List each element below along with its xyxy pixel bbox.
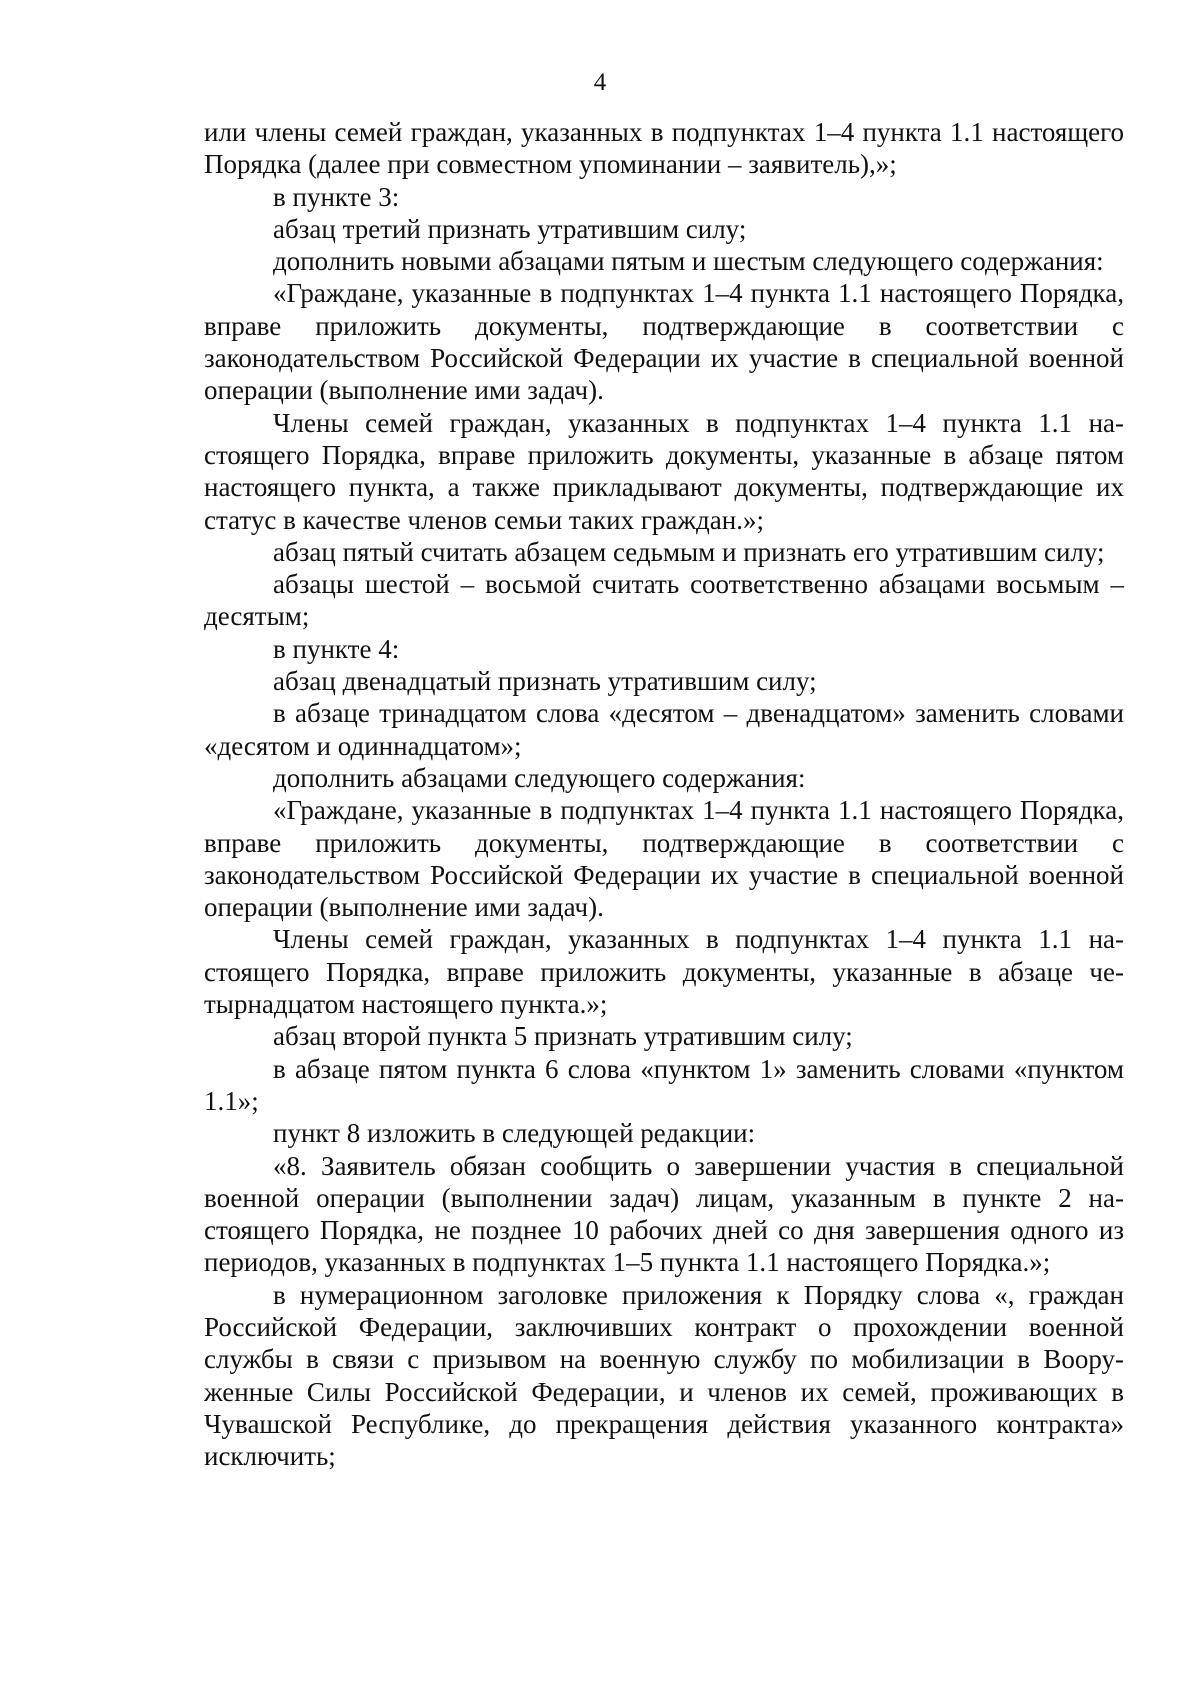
paragraph: дополнить абзацами следующего содержания: xyxy=(273,762,806,793)
paragraph: или члены семей граждан, указанных в подпунктах 1–4 пункта 1.1 настоящего Порядка (далее при совместном упоминании – заявитель),»; xyxy=(204,117,1124,180)
paragraph: в абзаце тринадцатом слова «десятом – двенадцатом» заменить словами «десятом и одиннадцатом»; xyxy=(204,698,1124,761)
paragraph: в пункте 3: xyxy=(273,181,400,212)
paragraph: пункт 8 изложить в следующей редакции: xyxy=(273,1118,756,1149)
paragraph: Члены семей граждан, указанных в подпунктах 1–4 пункта 1.1 настоящего Порядка, вправе приложить документы, указанные в абзаце четырнадцатом настоящего пункта.»; xyxy=(204,924,1124,1020)
document-body xyxy=(204,116,1124,1472)
paragraph: абзацы шестой – восьмой считать соответственно абзацами восьмым – десятым; xyxy=(204,569,1124,632)
paragraph: в пункте 4: xyxy=(273,633,400,664)
paragraph: «8. Заявитель обязан сообщить о завершении участия в специальной военной операции (выполнении задач) лицам, указанным в пункте 2 настоящего Порядка, не позднее 10 рабочих дней со дня завершения одного из периодов, указанных в подпунктах 1–5 пункта 1.1 настоящего Порядка.»; xyxy=(204,1150,1124,1278)
paragraph: абзац третий признать утратившим силу; xyxy=(273,213,747,244)
paragraph: в нумерационном заголовке приложения к Порядку слова «, граждан Российской Федерации, заключивших контракт о прохождении военной службы в связи с призывом на военную службу по мобилизации в Вооруженные Силы Российской Федерации, и членов их семей, проживающих в Чувашской Республике, до прекращения действия указанного контракта» исключить; xyxy=(204,1279,1124,1472)
page-number: 4 xyxy=(593,69,607,96)
paragraph: абзац пятый считать абзацем седьмым и признать его утратившим силу; xyxy=(273,536,1105,567)
paragraph: дополнить новыми абзацами пятым и шестым следующего содержания: xyxy=(273,246,1104,277)
paragraph: Члены семей граждан, указанных в подпунктах 1–4 пункта 1.1 настоящего Порядка, вправе приложить документы, указанные в абзаце пятом настоящего пункта, а также прикладывают документы, подтверждающие их статус в качестве членов семьи таких граждан.»; xyxy=(204,407,1124,535)
paragraph: абзац второй пункта 5 признать утратившим силу; xyxy=(273,1021,853,1052)
paragraph: в абзаце пятом пункта 6 слова «пунктом 1» заменить словами «пунктом 1.1»; xyxy=(204,1053,1124,1116)
paragraph: «Граждане, указанные в подпунктах 1–4 пункта 1.1 настоящего Порядка, вправе приложить документы, подтверждающие в соответствии с законодательством Российской Федерации их участие в специальной военной операции (выполнение ими задач). xyxy=(204,278,1124,406)
paragraph: «Граждане, указанные в подпунктах 1–4 пункта 1.1 настоящего Порядка, вправе приложить документы, подтверждающие в соответствии с законодательством Российской Федерации их участие в специальной военной операции (выполнение ими задач). xyxy=(204,795,1124,923)
paragraph: абзац двенадцатый признать утратившим силу; xyxy=(273,666,817,697)
